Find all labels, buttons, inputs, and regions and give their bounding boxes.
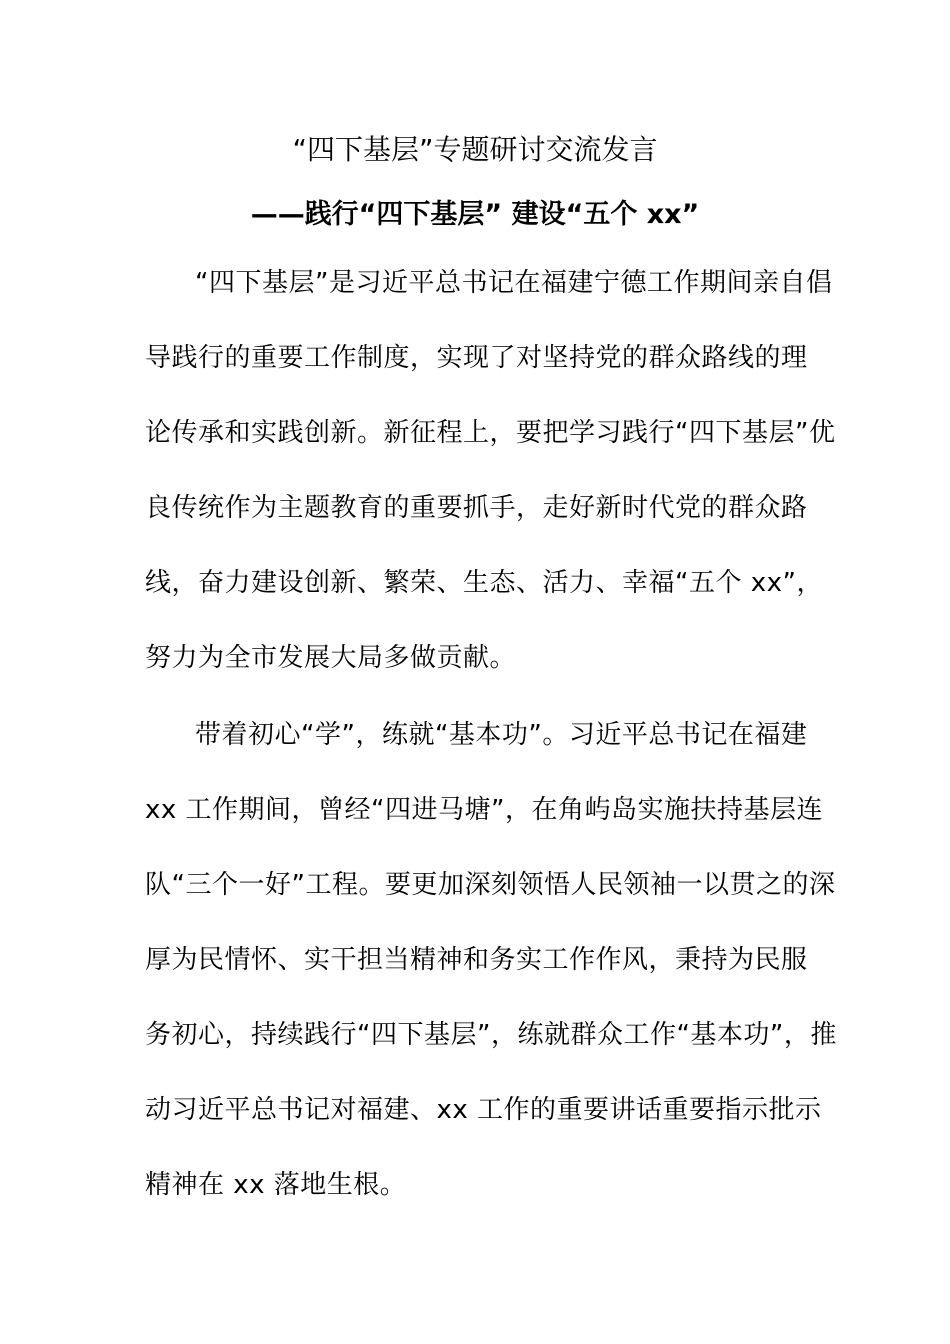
paragraph-1-line-2: 导践行的重要工作制度，实现了对坚持党的群众路线的理 (145, 343, 808, 373)
paragraph-2-line-7: 精神在 xx 落地生根。 (145, 1170, 407, 1200)
paragraph-2-line-4: 厚为民情怀、实干担当精神和务实工作作风，秉持为民服 (145, 945, 808, 975)
paragraph-2-line-5: 务初心，持续践行“四下基层”，练就群众工作“基本功”，推 (145, 1020, 837, 1050)
paragraph-2-line-3: 队“三个一好”工程。要更加深刻领悟人民领袖一以贯之的深 (145, 870, 836, 900)
paragraph-2-line-6: 动习近平总书记对福建、xx 工作的重要讲话重要指示批示 (145, 1095, 822, 1125)
paragraph-1-line-3: 论传承和实践创新。新征程上，要把学习践行“四下基层”优 (145, 418, 836, 448)
page-title: “四下基层”专题研讨交流发言 (292, 133, 658, 166)
paragraph-2-line-1: 带着初心“学”，练就“基本功”。习近平总书记在福建 (195, 720, 808, 750)
paragraph-1-line-6: 努力为全市发展大局多做贡献。 (145, 643, 517, 673)
paragraph-1-line-1: “四下基层”是习近平总书记在福建宁德工作期间亲自倡 (195, 268, 833, 298)
paragraph-1-line-4: 良传统作为主题教育的重要抓手，走好新时代党的群众路 (145, 493, 808, 523)
page-subtitle: ——践行“四下基层” 建设“五个 xx” (250, 199, 700, 230)
paragraph-1-line-5: 线，奋力建设创新、繁荣、生态、活力、幸福“五个 xx”， (145, 568, 823, 598)
paragraph-2-line-2: xx 工作期间，曾经“四进马塘”，在角屿岛实施扶持基层连 (145, 795, 823, 825)
